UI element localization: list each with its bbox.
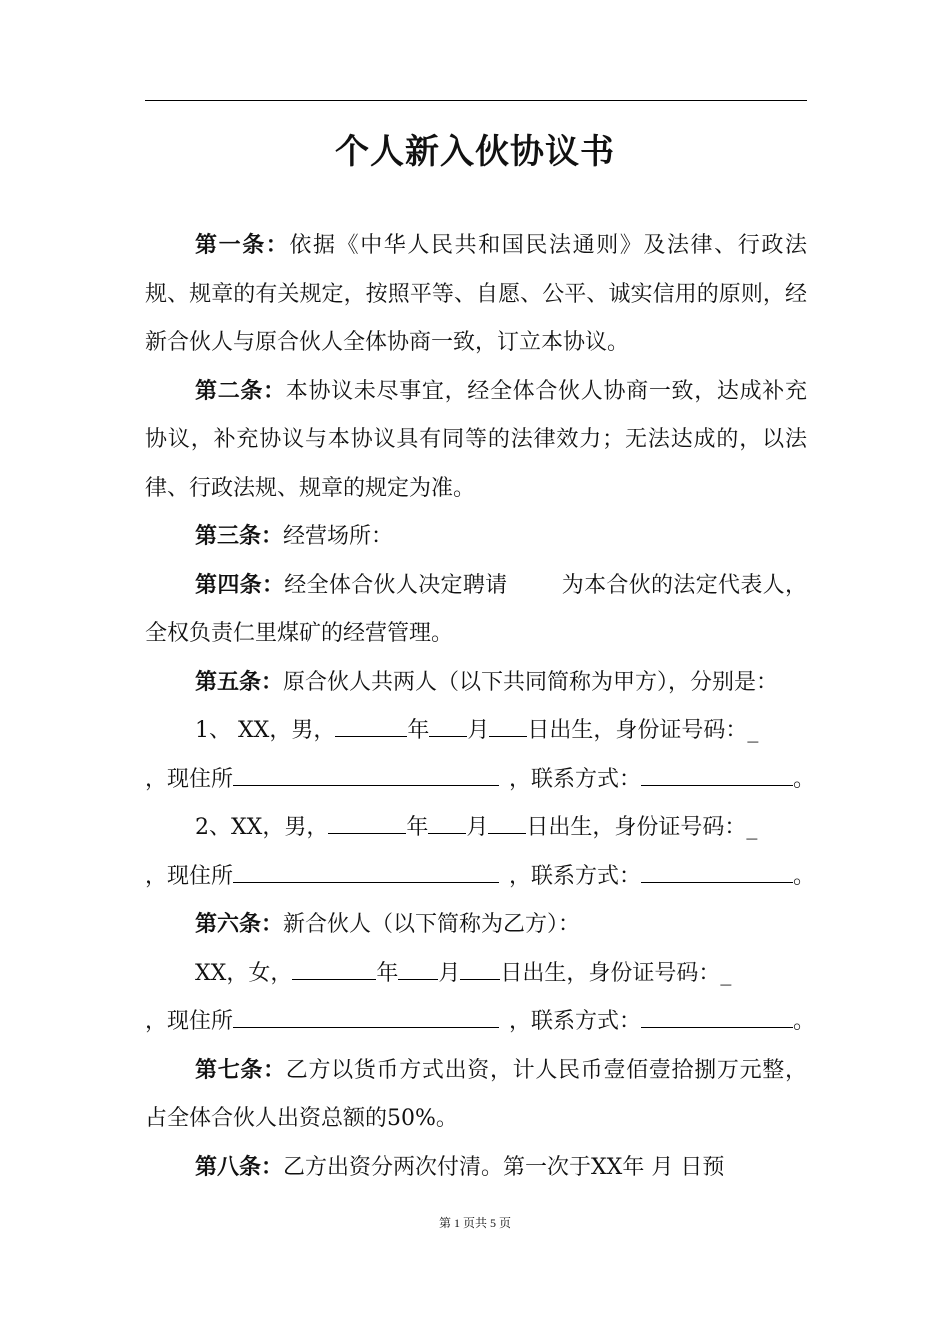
birth-id-label: 日出生，身份证号码：: [500, 960, 721, 986]
residence-label: ，现住所: [145, 1009, 234, 1034]
month-label: 月: [466, 815, 489, 840]
residence-label: ，现住所: [145, 766, 234, 792]
contact-label: ，联系方式：: [509, 1009, 642, 1034]
id-blank-start: _: [746, 815, 758, 840]
article-1: [145, 222, 807, 368]
period: 。: [793, 766, 816, 792]
article-term: 第七条：: [195, 1057, 286, 1083]
contact-blank: [641, 765, 793, 786]
year-label: 年: [407, 718, 430, 743]
article-term: 第四条：: [195, 572, 285, 598]
article-6: [145, 901, 807, 950]
partner-1-address-line: [145, 756, 816, 805]
article-2: [145, 368, 807, 514]
article-text: 乙方出资分两次付清。第一次于XX年 月 日预: [283, 1154, 725, 1180]
article-text: 依据《中华人民共和国民法通则》及法律、行政法规、规章的有关规定，按照平等、自愿、公平、诚实信用的原则，经新合伙人与原合伙人全体协商一致，订立本协议。: [145, 233, 807, 355]
id-blank-start: _: [720, 960, 732, 986]
residence-label: ，现住所: [145, 863, 234, 889]
birth-month-blank: [398, 959, 438, 980]
month-label: 月: [438, 960, 461, 986]
article-term: 第八条：: [195, 1154, 284, 1180]
article-text: 经全体合伙人决定聘请: [284, 572, 508, 598]
article-term: 第三条：: [195, 524, 284, 549]
article-8: [145, 1144, 807, 1193]
article-7: [145, 1047, 807, 1144]
article-3: [145, 513, 807, 562]
partner-2-address-line: [145, 853, 816, 902]
document-title: 个人新入伙协议书: [335, 132, 615, 172]
article-4: [145, 562, 807, 659]
partner-1-line: [145, 707, 807, 756]
contact-label: ，联系方式：: [509, 863, 642, 889]
residence-blank: [233, 765, 499, 786]
residence-blank: [233, 862, 499, 883]
page-footer: 第 1 页共 5 页: [438, 1216, 511, 1230]
article-text: 乙方以货币方式出资，计人民币壹佰壹拾捌万元整，占全体合伙人出资总额的50%。: [145, 1057, 807, 1131]
birth-month-blank: [428, 813, 466, 834]
birth-year-blank: [335, 716, 407, 737]
article-text: 经营场所：: [283, 524, 394, 549]
birth-day-blank: [488, 813, 526, 834]
birth-id-label: 日出生，身份证号码：: [526, 815, 747, 840]
birth-month-blank: [429, 716, 467, 737]
birth-year-blank: [328, 813, 406, 834]
article-term: 第五条：: [195, 669, 284, 695]
residence-blank: [233, 1007, 499, 1028]
period: 。: [793, 863, 816, 889]
partner-lead: 2、XX，男，: [195, 815, 329, 840]
article-term: 第六条：: [195, 912, 284, 937]
partner-lead: 1、 XX，男，: [195, 718, 336, 743]
partner-lead: XX，女，: [195, 960, 293, 986]
article-text: 本协议未尽事宜，经全体合伙人协商一致，达成补充协议，补充协议与本协议具有同等的法律效力；无法达成的，以法律、行政法规、规章的规定为准。: [145, 378, 807, 501]
id-blank-start: _: [747, 718, 759, 743]
birth-day-blank: [460, 959, 500, 980]
contact-blank: [641, 1007, 793, 1028]
article-term: 第一条：: [195, 233, 290, 258]
article-5: [145, 659, 807, 708]
article-text: 为本合伙的法定代表人，全权负责仁里煤矿的经营管理。: [145, 572, 807, 646]
birth-id-label: 日出生，身份证号码：: [527, 718, 748, 743]
contact-blank: [641, 862, 793, 883]
birth-year-blank: [292, 959, 376, 980]
document-body: [145, 222, 816, 1192]
partner-3-address-line: [145, 998, 816, 1047]
header-rule: [145, 100, 807, 101]
period: 。: [793, 1009, 816, 1034]
partner-2-line: [145, 804, 807, 853]
month-label: 月: [467, 718, 490, 743]
year-label: 年: [376, 960, 399, 986]
contact-label: ，联系方式：: [509, 766, 642, 792]
birth-day-blank: [489, 716, 527, 737]
article-term: 第二条：: [195, 378, 286, 404]
partner-3-line: [145, 950, 807, 999]
year-label: 年: [406, 815, 429, 840]
article-text: 原合伙人共两人（以下共同简称为甲方），分别是：: [283, 669, 779, 695]
article-text: 新合伙人（以下简称为乙方）：: [283, 912, 581, 937]
